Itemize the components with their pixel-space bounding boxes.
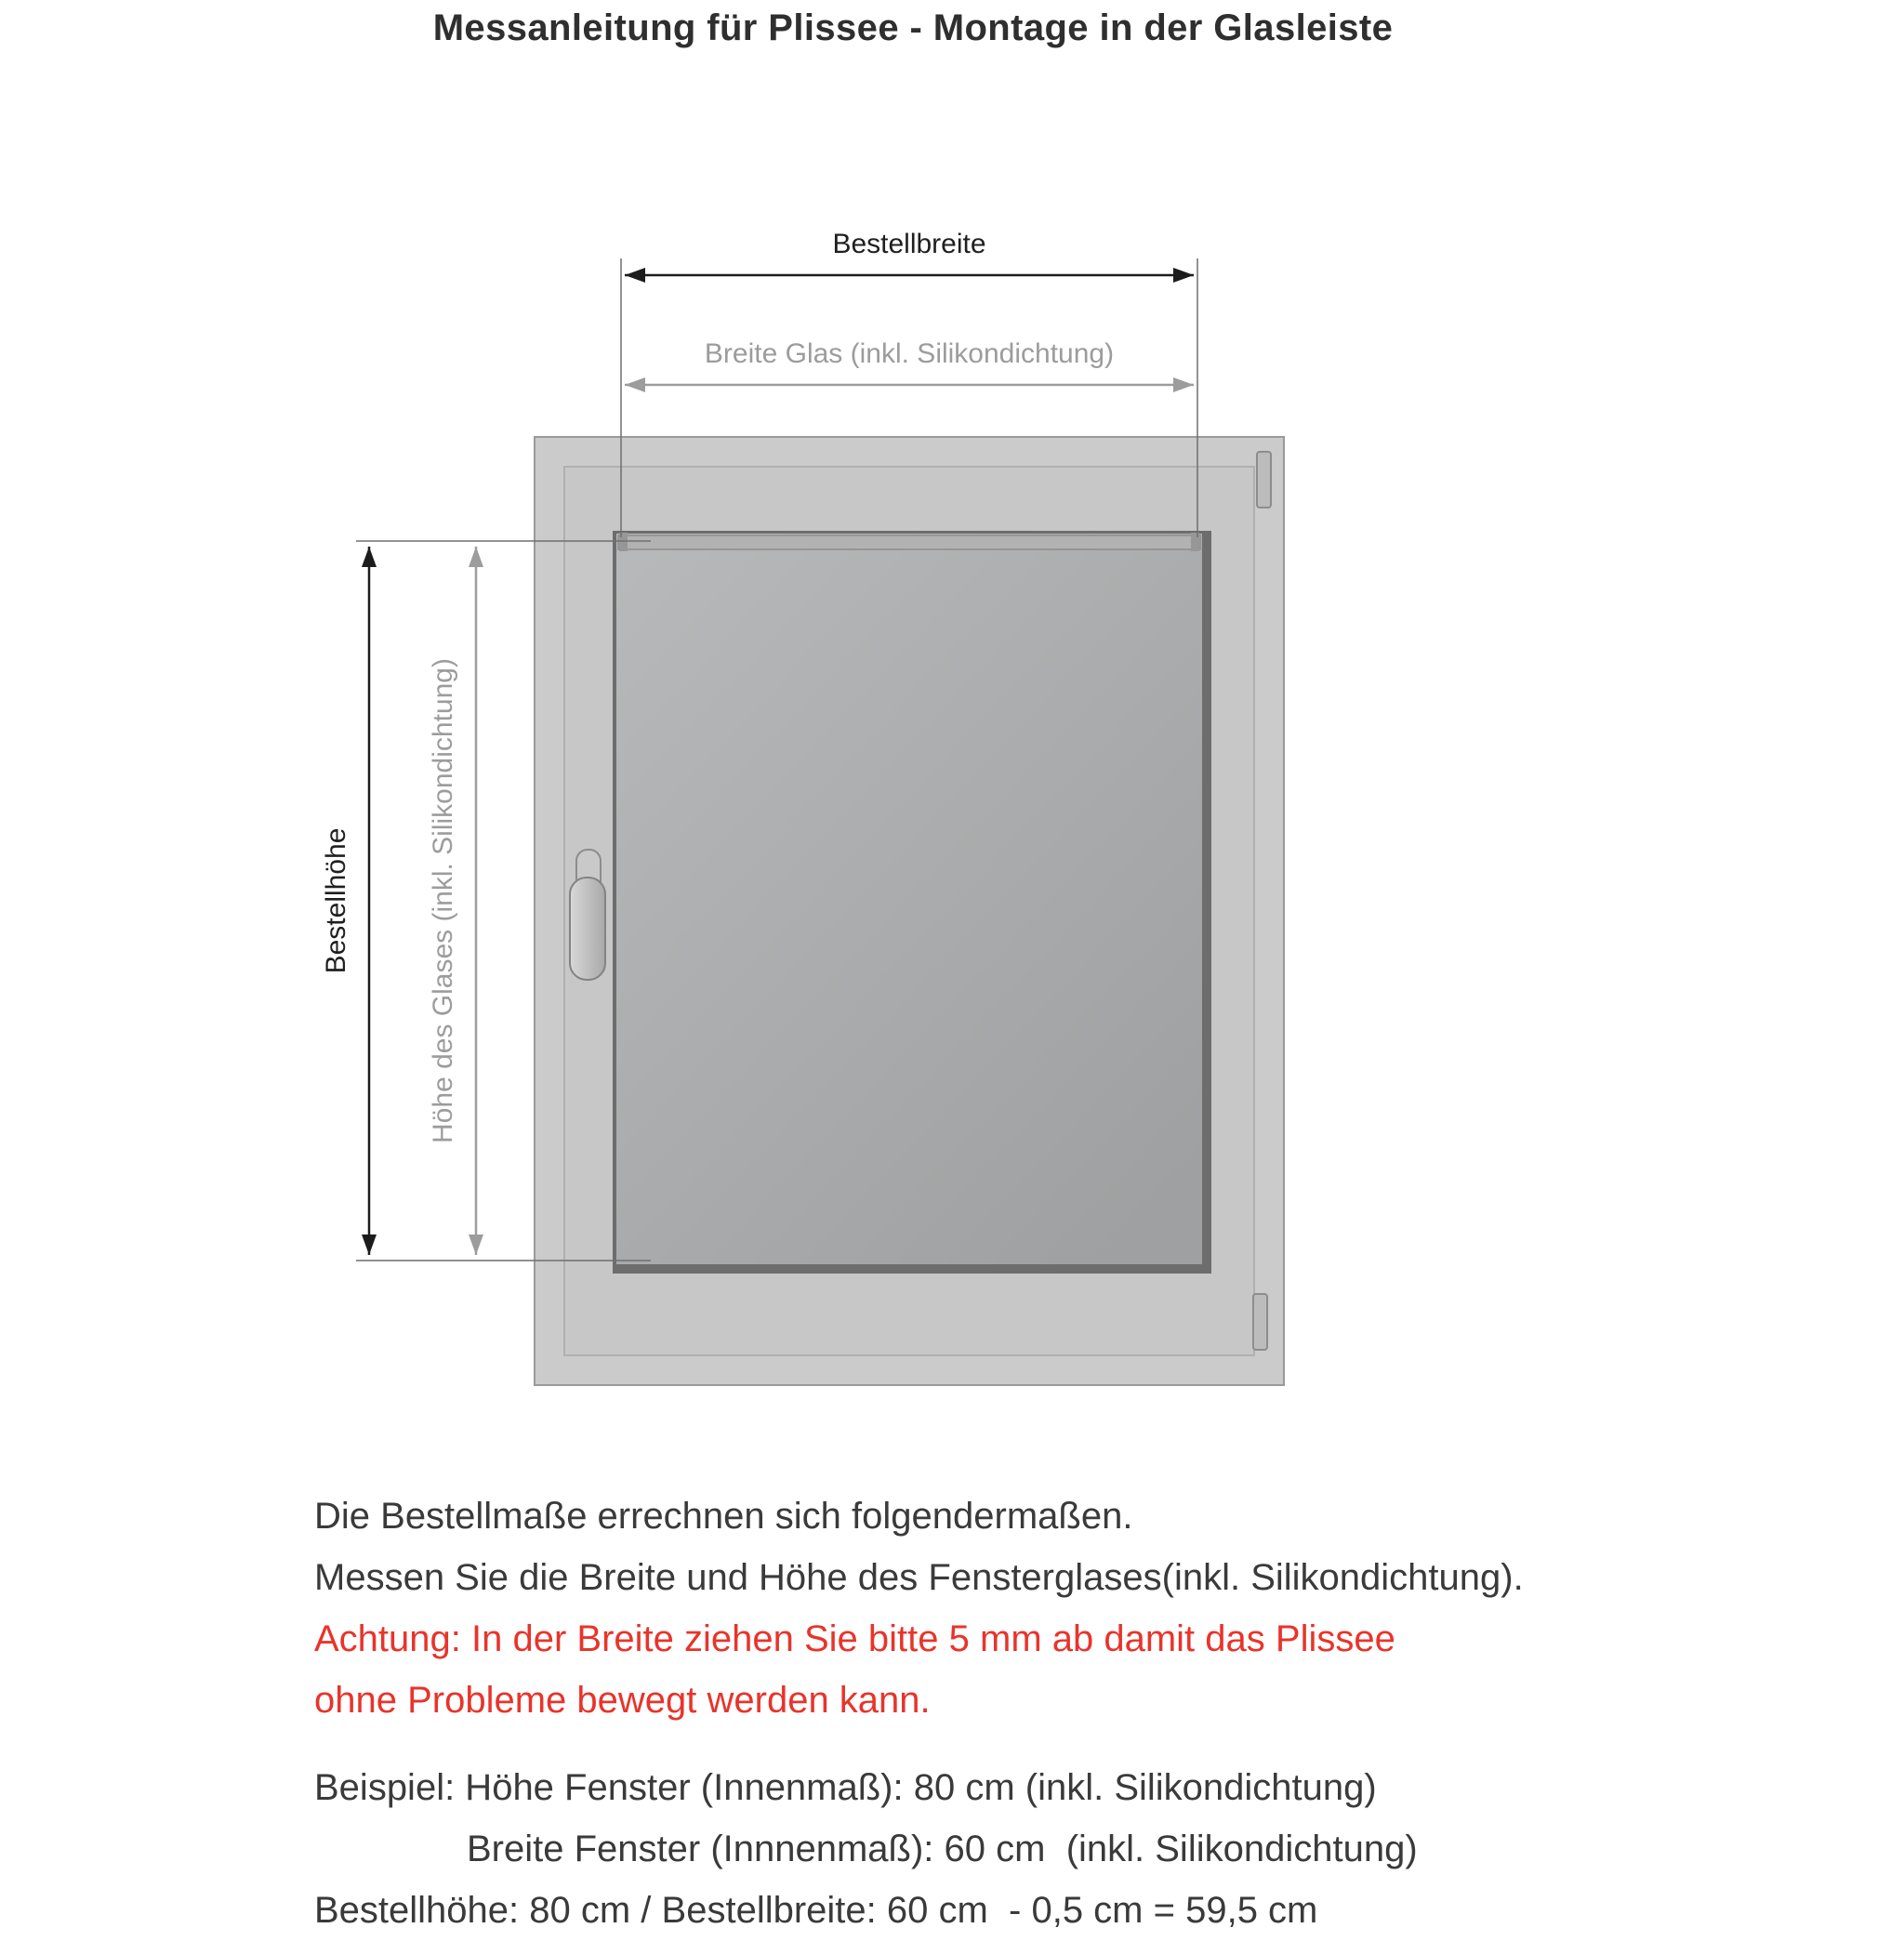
warning-line-2: ohne Probleme bewegt werden kann. — [314, 1680, 931, 1721]
dimension-glass-height — [428, 547, 476, 1255]
example-line-1: Beispiel: Höhe Fenster (Innenmaß): 80 cm (inkl. Silikondichtung) — [314, 1767, 1377, 1808]
glass-pane — [616, 534, 1202, 1264]
instruction-line-2: Messen Sie die Breite und Höhe des Fensterglases(inkl. Silikondichtung). — [314, 1557, 1524, 1598]
example-line-2: Breite Fenster (Innnenmaß): 60 cm (inkl. Silikondichtung) — [467, 1829, 1418, 1869]
instruction-text-block — [314, 1485, 1765, 1941]
plissee-top-rail — [618, 535, 1200, 549]
example-line-3: Bestellhöhe: 80 cm / Bestellbreite: 60 cm - 0,5 cm = 59,5 cm — [314, 1890, 1318, 1931]
hinge-top — [1257, 452, 1271, 508]
order-height-label: Bestellhöhe — [321, 827, 351, 974]
glass-height-label: Höhe des Glases (inkl. Silikondichtung) — [428, 658, 458, 1143]
hinge-bottom — [1253, 1294, 1267, 1350]
dimension-glass-width — [625, 338, 1194, 385]
warning-line-1: Achtung: In der Breite ziehen Sie bitte 5 mm ab damit das Plissee — [314, 1618, 1395, 1659]
instruction-line-1: Die Bestellmaße errechnen sich folgendermaßen. — [314, 1496, 1133, 1537]
glass-width-label: Breite Glas (inkl. Silikondichtung) — [704, 338, 1115, 369]
page-title: Messanleitung für Plissee - Montage in der Glasleiste — [432, 7, 1394, 48]
window-illustration — [535, 437, 1284, 1385]
handle-grip — [570, 878, 605, 980]
order-width-label: Bestellbreite — [832, 229, 986, 259]
